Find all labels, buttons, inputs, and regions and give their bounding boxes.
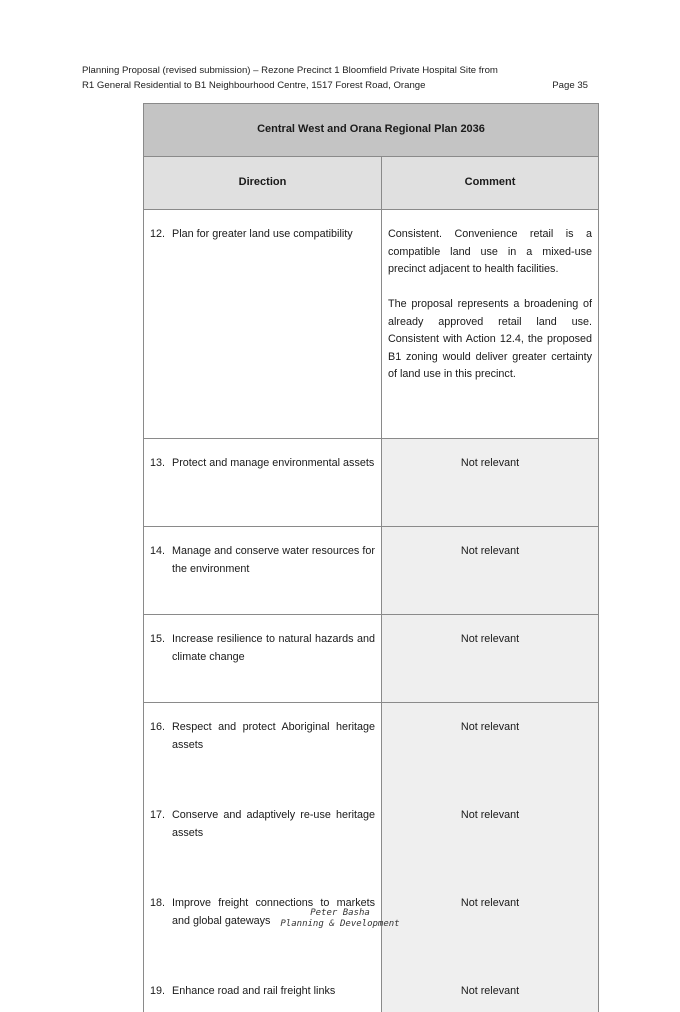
header-line-1: Planning Proposal (revised submission) – Rezone Precinct 1 Bloomfield Private Hospital Site from [82,64,588,79]
table-row [144,439,599,527]
direction-text: Plan for greater land use compatibility [172,226,375,244]
footer-subtitle: Planning & Development [0,919,680,930]
direction-text: Enhance road and rail freight links [172,983,375,1001]
direction-number: 12. [150,226,172,244]
direction-cell [144,615,382,703]
page-header [82,64,588,93]
direction-number: 16. [150,719,172,754]
column-header-comment: Comment [382,157,599,210]
direction-number: 13. [150,455,172,473]
direction-text: Improve freight connections to markets and global gateways [172,895,375,930]
direction-number: 15. [150,631,172,666]
regional-plan-table [143,103,599,1012]
table-title: Central West and Orana Regional Plan 2036 [144,104,599,157]
comment-cell: Not relevant [382,703,599,791]
comment-cell: Not relevant [382,967,599,1012]
direction-cell [144,210,382,439]
direction-cell [144,791,382,879]
comment-cell [382,210,599,439]
direction-text: Conserve and adaptively re-use heritage assets [172,807,375,842]
header-line-2: R1 General Residential to B1 Neighbourhood Centre, 1517 Forest Road, Orange [82,79,425,94]
page-number: Page 35 [552,79,588,94]
comment-cell: Not relevant [382,791,599,879]
table-row [144,210,599,439]
table-row [144,791,599,879]
direction-number: 17. [150,807,172,842]
direction-cell [144,703,382,791]
table-row [144,967,599,1012]
header-line-2-row [82,79,588,94]
direction-text: Manage and conserve water resources for the environment [172,543,375,578]
direction-number: 14. [150,543,172,578]
comment-cell: Not relevant [382,527,599,615]
table-row [144,703,599,791]
direction-number: 19. [150,983,172,1001]
direction-number: 18. [150,895,172,930]
comment-cell: Not relevant [382,879,599,967]
direction-cell [144,439,382,527]
page-footer [0,908,680,930]
table-row [144,615,599,703]
direction-cell [144,967,382,1012]
footer-name: Peter Basha [0,908,680,919]
direction-text: Respect and protect Aboriginal heritage assets [172,719,375,754]
direction-cell [144,527,382,615]
comment-cell: Not relevant [382,615,599,703]
comment-cell: Not relevant [382,439,599,527]
comment-paragraph: The proposal represents a broadening of already approved retail land use. Consistent with Action 12.4, the proposed B1 zoning would deliver greater certainty of land use in this precinct. [388,296,592,384]
direction-text: Increase resilience to natural hazards and climate change [172,631,375,666]
column-header-direction: Direction [144,157,382,210]
comment-paragraph: Consistent. Convenience retail is a compatible land use in a mixed-use precinct adjacent to health facilities. [388,226,592,279]
table-row [144,527,599,615]
direction-text: Protect and manage environmental assets [172,455,375,473]
